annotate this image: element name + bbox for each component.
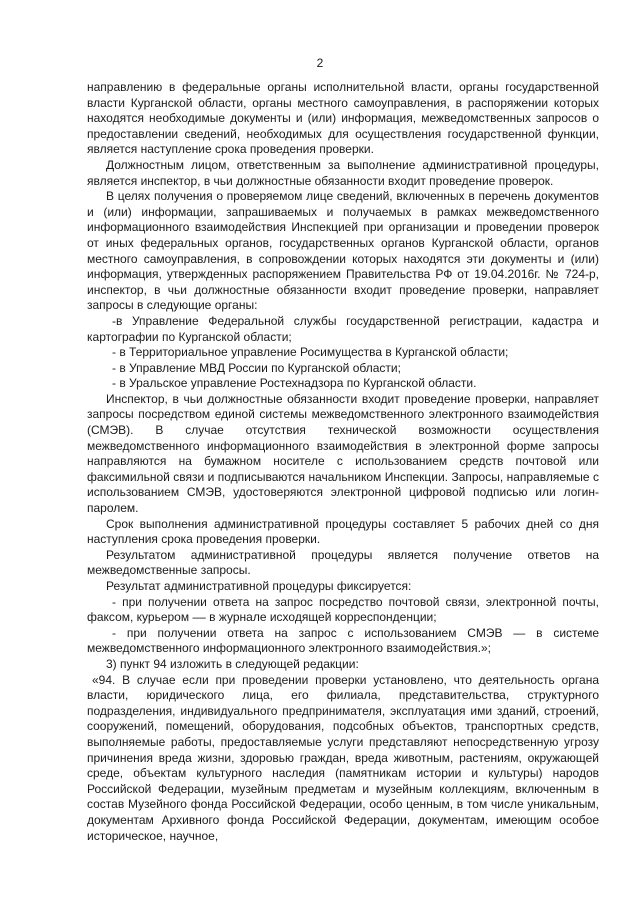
- paragraph: Инспектор, в чьи должностные обязанности входит проведение проверки, направляет запросы посредством единой системы межведомственного электронного взаимодействия (СМЭВ). В случае отсутствия технической возможности осуществления межведомственного информационного взаимодействия в электронной форме запросы направляются на бумажном носителе с использованием средств почтовой или факсимильной связи и подписываются начальником Инспекции. Запросы, направляемые с использованием СМЭВ, удостоверяются электронной цифровой подписью или логин-паролем.: [87, 391, 599, 516]
- list-item: - в Управление МВД России по Курганской области;: [112, 360, 401, 375]
- paragraph: Результат административной процедуры фиксируется:: [106, 579, 412, 593]
- paragraph: 3) пункт 94 изложить в следующей редакции:: [106, 656, 359, 671]
- document-body: [87, 80, 599, 844]
- paragraph: Срок выполнения административной процедуры составляет 5 рабочих дней со дня наступления срока проведения проверки.: [87, 516, 599, 547]
- page-number: 2: [316, 56, 324, 70]
- paragraph: направлению в федеральные органы исполнительной власти, органы государственной власти Курганской области, органы местного самоуправления, в распоряжении которых находятся необходимые документы и (или) информация, межведомственных запросов о предоставлении сведений, необходимых для осуществления государственной функции, является наступление срока проведения проверки.: [87, 80, 599, 157]
- list-item: - при получении ответа на запрос посредство почтовой связи, электронной почты, факсом, курьером –– в журнале исходящей корреспонденции;: [87, 594, 599, 625]
- paragraph: Результатом административной процедуры является получение ответов на межведомственные запросы.: [87, 547, 599, 578]
- list-item: - в Территориальное управление Росимущества в Курганской области;: [112, 345, 509, 360]
- list-item: -в Управление Федеральной службы государственной регистрации, кадастра и картографии по Курганской области;: [87, 313, 599, 344]
- paragraph: В целях получения о проверяемом лице сведений, включенных в перечень документов и (или) информации, запрашиваемых и получаемых в рамках межведомственного информационного взаимодействия Инспекцией при организации и проведении проверок от иных федеральных органов, государственных органов Курганской области, органов местного самоуправления, в сопровождении которых находятся эти документы и (или) информация, утвержденных распоряжением Правительства РФ от 19.04.2016г. № 724-р, инспектор, в чьи должностные обязанности входит проведение проверки, направляет запросы в следующие органы:: [87, 189, 599, 313]
- paragraph: Должностным лицом, ответственным за выполнение административной процедуры, является инспектор, в чьи должностные обязанности входит проведение проверок.: [87, 157, 599, 188]
- list-item: - в Уральское управление Ростехнадзора по Курганской области.: [112, 376, 477, 391]
- list-item: - при получении ответа на запрос с использованием СМЭВ — в системе межведомственного информационного электронного взаимодействия.»;: [87, 625, 599, 656]
- paragraph: «94. В случае если при проведении проверки установлено, что деятельность органа власти, юридического лица, его филиала, представительства, структурного подразделения, индивидуального предпринимателя, эксплуатация ими зданий, строений, сооружений, помещений, оборудования, подсобных объектов, транспортных средств, выполняемые работы, предоставляемые услуги представляют непосредственную угрозу причинения вреда жизни, здоровью граждан, вреда животным, растениям, окружающей среде, объектам культурного наследия (памятникам истории и культуры) народов Российской Федерации, музейным предметам и музейным коллекциям, включенным в состав Музейного фонда Российской Федерации, особо ценным, в том числе уникальным, документам Архивного фонда Российской Федерации, документам, имеющим особое историческое, научное,: [87, 672, 599, 843]
